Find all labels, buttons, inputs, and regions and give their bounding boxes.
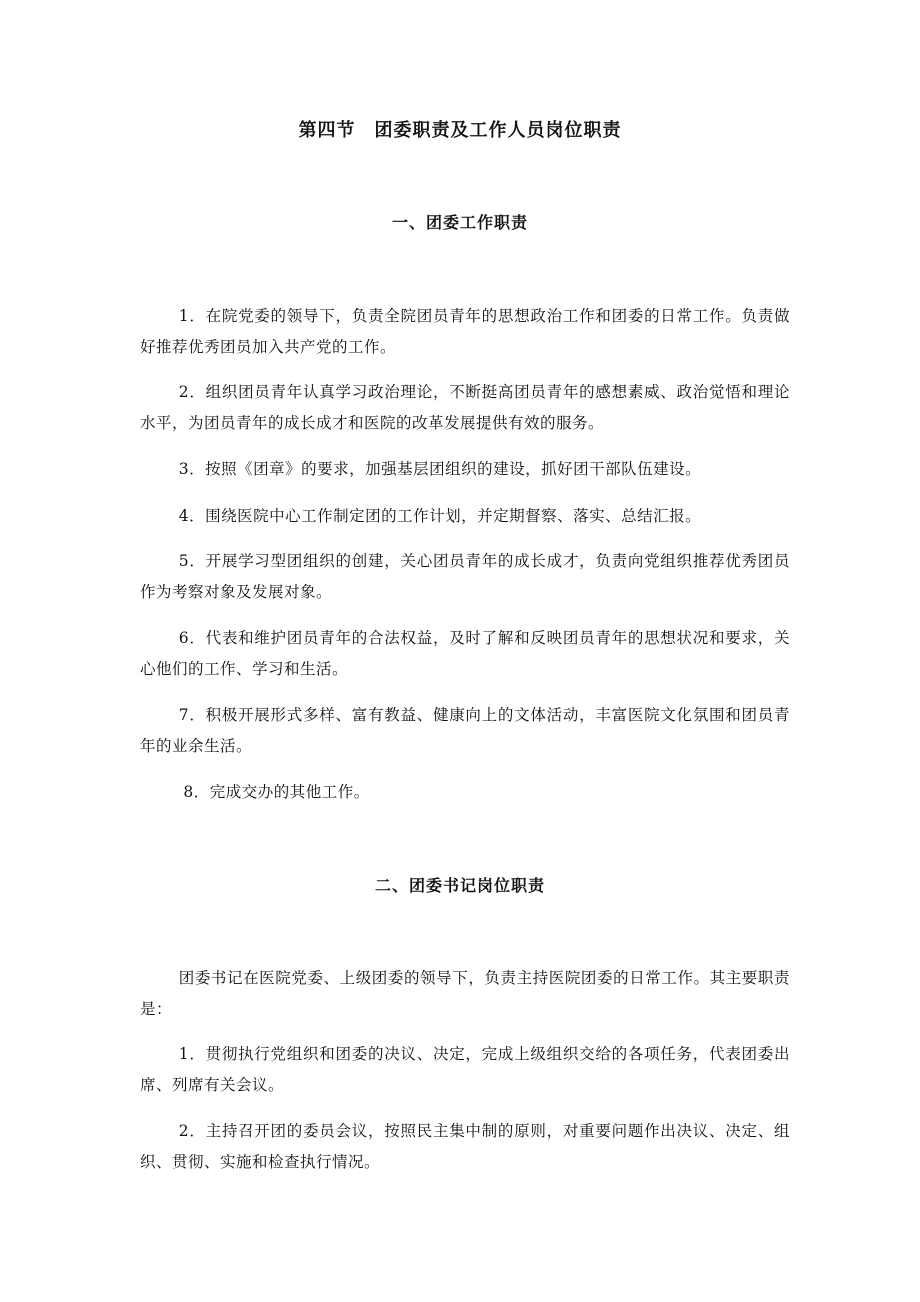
section-heading-1: 一、团委工作职责 — [391, 213, 528, 232]
duty-item-8: 8．完成交办的其他工作。 — [183, 783, 370, 801]
duty-item-1: 1．在院党委的领导下，负责全院团员青年的思想政治工作和团委的日常工作。负责做好推荐优秀团员加入共产党的工作。 — [140, 307, 790, 356]
duty-item-6: 6．代表和维护团员青年的合法权益，及时了解和反映团员青年的思想状况和要求，关心他们的工作、学习和生活。 — [140, 629, 790, 678]
section-heading-2: 二、团委书记岗位职责 — [374, 876, 545, 895]
duty-item-3: 3．按照《团章》的要求，加强基层团组织的建设，抓好团干部队伍建设。 — [178, 460, 702, 478]
secretary-intro: 团委书记在医院党委、上级团委的领导下，负责主持医院团委的日常工作。其主要职责是： — [140, 969, 790, 1018]
page-title: 第四节 团委职责及工作人员岗位职责 — [298, 120, 622, 141]
duty-item-4: 4．围绕医院中心工作制定团的工作计划，并定期督察、落实、总结汇报。 — [178, 507, 702, 525]
duty-item-2: 2．组织团员青年认真学习政治理论，不断挺高团员青年的感想素威、政治觉悟和理论水平，为团员青年的成长成才和医院的改革发展提供有效的服务。 — [140, 383, 790, 432]
secretary-item-2: 2．主持召开团的委员会议，按照民主集中制的原则，对重要问题作出决议、决定、组织、贯彻、实施和检查执行情况。 — [140, 1122, 790, 1171]
duty-item-7: 7．积极开展形式多样、富有教益、健康向上的文体活动，丰富医院文化氛围和团员青年的业余生活。 — [140, 706, 790, 755]
secretary-item-1: 1．贯彻执行党组织和团委的决议、决定，完成上级组织交给的各项任务，代表团委出席、列席有关会议。 — [140, 1045, 790, 1094]
duty-item-5: 5．开展学习型团组织的创建，关心团员青年的成长成才，负责向党组织推荐优秀团员作为考察对象及发展对象。 — [140, 552, 790, 601]
